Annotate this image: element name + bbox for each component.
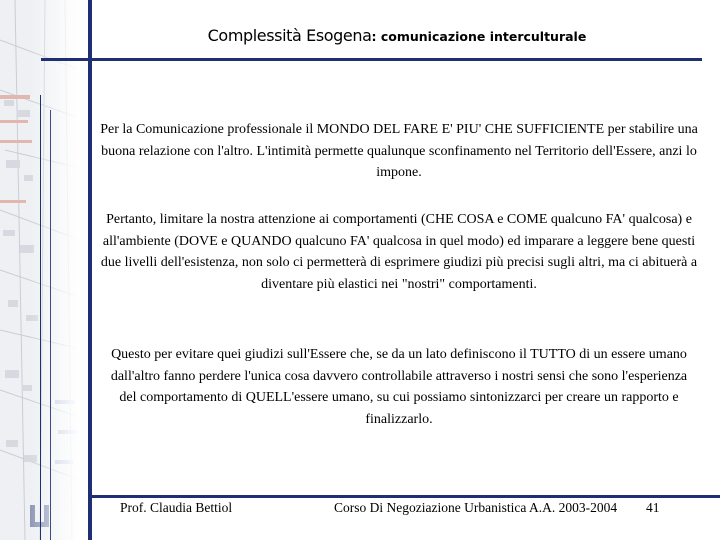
slide-title-sub: : comunicazione interculturale: [371, 29, 587, 44]
slide-title: [92, 26, 702, 45]
footer-author: Prof. Claudia Bettiol: [120, 500, 233, 515]
left-rule-thick: [88, 0, 92, 540]
map-fade-overlay: [30, 0, 88, 540]
left-rule-thin-secondary: [50, 110, 51, 540]
paragraph-3: Questo per evitare quei giudizi sull'Essere che, se da un lato definiscono il TUTTO di un essere umano dall'altro fanno perdere l'unica cosa davvero controllabile attraverso i nostri sensi che sono l'esperienza del comportamento di QUELL'essere umano, su cui possiamo sintonizzarci per creare un rapporto e finalizzarlo.: [110, 347, 688, 427]
paragraph-2: Pertanto, limitare la nostra attenzione ai comportamenti (CHE COSA e COME qualcuno FA' qualcosa) e all'ambiente (DOVE e QUANDO qualcuno FA' qualcosa in quel modo) ed imparare a leggere bene questi due livelli dell'esistenza, non solo ci permetterà di esprimere giudizi più precisi sugli altri, ma ci abituerà a diventare più elastici nei "nostri" comportamenti.: [100, 212, 698, 292]
page-number: 41: [646, 500, 660, 515]
footer-rule: [92, 495, 720, 498]
map-background-image: [0, 0, 88, 540]
slide-title-main: Complessità Esogena: [207, 26, 372, 45]
left-rule-thin: [40, 95, 41, 540]
title-underline: [41, 58, 702, 61]
footer-course: Corso Di Negoziazione Urbanistica A.A. 2003-2004: [334, 500, 618, 515]
paragraph-1: Per la Comunicazione professionale il MONDO DEL FARE E' PIU' CHE SUFFICIENTE per stabilire una buona relazione con l'altro. L'intimità permette qualunque sconfinamento nel Territorio dell'Essere, anzi lo impone.: [100, 122, 698, 180]
